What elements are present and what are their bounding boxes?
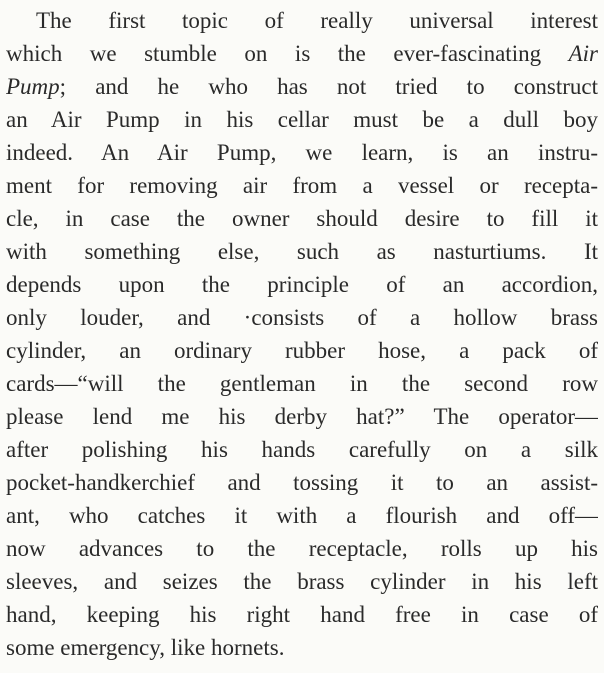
- text-line-13: please lend me his derby hat?” The operator—: [6, 404, 598, 429]
- text-line-18: sleeves, and seizes the brass cylinder in his left: [6, 569, 598, 594]
- text-line-12: cards—“will the gentleman in the second row: [6, 371, 598, 396]
- text-line-19: hand, keeping his right hand free in case of: [6, 602, 598, 627]
- text-line-10: only louder, and ·consists of a hollow brass: [6, 305, 598, 330]
- text-line-1: The first topic of really universal interest: [36, 8, 598, 33]
- text-line-11: cylinder, an ordinary rubber hose, a pack of: [6, 338, 598, 363]
- text-line-2-main: which we stumble on is the ever-fascinating: [6, 41, 569, 66]
- italic-air: Air: [568, 41, 598, 66]
- text-line-9: depends upon the principle of an accordion,: [6, 272, 598, 297]
- text-line-15: pocket-handkerchief and tossing it to an assist-: [6, 470, 598, 495]
- text-line-20: some emergency, like hornets.: [6, 635, 285, 660]
- text-line-17: now advances to the receptacle, rolls up his: [6, 536, 598, 561]
- text-line-6: ment for removing air from a vessel or recepta-: [6, 173, 598, 198]
- text-line-3-main: ; and he who has not tried to construct: [59, 74, 598, 99]
- text-line-3: [6, 70, 598, 103]
- text-line-4: an Air Pump in his cellar must be a dull boy: [6, 107, 598, 132]
- italic-pump: Pump: [6, 74, 60, 99]
- text-line-16: ant, who catches it with a flourish and off—: [6, 503, 598, 528]
- text-line-7: cle, in case the owner should desire to fill it: [6, 206, 598, 231]
- text-line-2: [6, 37, 598, 70]
- text-line-8: with something else, such as nasturtiums. It: [6, 239, 598, 264]
- text-line-14: after polishing his hands carefully on a silk: [6, 437, 598, 462]
- document-page: [6, 4, 598, 668]
- text-line-5: indeed. An Air Pump, we learn, is an instru-: [6, 140, 598, 165]
